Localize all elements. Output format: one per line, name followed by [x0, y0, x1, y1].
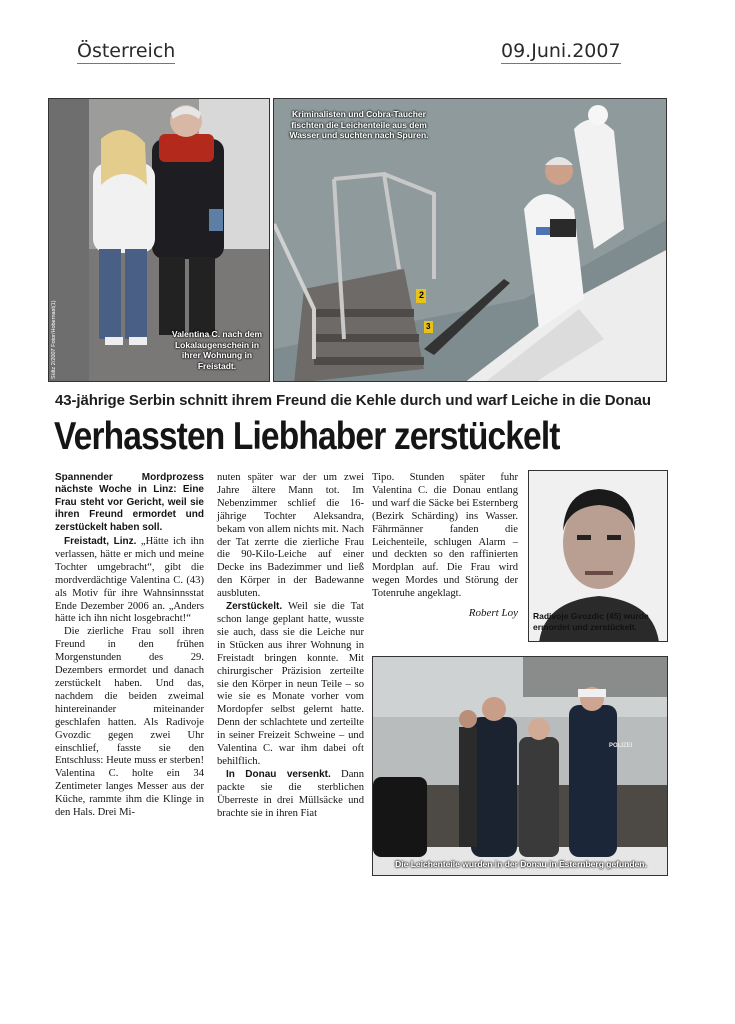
- article-paragraph-3: nuten später war der um zwei Jahre ältere Mann tot. Im Nebenzimmer schlief die 16-jährige Tochter Aleksandra, bekam von allem nichts mit. Nach der Tat zerrte die zierliche Frau die 90-Kilo-Leiche auf einer Decke ins Badezimmer und ließ den Körper in der Badewanne ausbluten.: [217, 472, 364, 600]
- article-paragraph-1: „Hätte ich ihn verlassen, hätte er mich und meine Tochter umgebracht“, gibt die mordverdächtige Valentina C. (43) als Motiv für ihre Wahnsinnsstat Ende Dezember 2006 an. „Anders hätte ich ihn nicht losgebracht!“: [55, 536, 204, 625]
- photo-suspect: [48, 98, 270, 382]
- article-paragraph-2: Die zierliche Frau soll ihren Freund in den frühen Morgenstunden des 29. Dezembers ermordet und danach zerstückelt haben. Und das, nachdem die beiden zweimal hintereinander miteinander geschlafen hatten. Als Radivoje Gvozdic gegen zwei Uhr einschlief, fasste sie den Entschluss: Heute muss er sterben! Valentina C. holte ein 34 Zentimeter langes Messer aus der Küche, rammte ihm die Klinge in den Hals. Drei Mi-: [55, 626, 204, 819]
- article-subhead: 43-jährige Serbin schnitt ihrem Freund die Kehle durch und warf Leiche in die Donau: [55, 392, 651, 409]
- article-dateline: Freistadt, Linz.: [64, 536, 137, 548]
- police-vest-label: POLIZEI: [609, 743, 633, 749]
- article-headline: Verhassten Liebhaber zerstückelt: [54, 415, 560, 458]
- suspect-photo-caption: Valentina C. nach dem Lokalaugenschein in ihrer Wohnung in Freistadt.: [171, 329, 263, 371]
- crime-scene-caption: Kriminalisten und Cobra-Taucher fischten die Leichenteile aus dem Wasser und suchten nach Spuren.: [289, 109, 429, 140]
- article-paragraph-4: Weil sie die Tat schon lange geplant hatte, wusste sie auch, dass sie die Leiche nur in Stücken aus ihrer Wohnung in Freistadt bringen konnte. Mit chirurgischer Präzision zerteilte sie den Körper in neun Teile – so wie sie es Monate vorher vom Mordopfer selbst gelernt hatte. Denn der schlachtete und zerteilte in seiner Freizeit Schweine – und Valentina C. war ihm dabei oft behilflich.: [217, 601, 364, 767]
- article-paragraph-6: Tipo. Stunden später fuhr Valentina C. die Donau entlang und warf die Säcke bei Esternberg (Bezirk Schärding) ins Wasser. Fährmänner fanden die Leichenteile, schlugen Alarm – und deckten so den raffinierten Mordplan auf. Die Frau wird wegen Mordes und Störung der Totenruhe angeklagt.: [372, 472, 518, 600]
- victim-portrait-caption: Radivoje Gvozdic (45) wurde ermordet und zerstückelt.: [533, 611, 649, 632]
- evidence-marker-2: 2: [419, 290, 425, 300]
- evidence-marker-3: 3: [426, 322, 431, 331]
- photo-victim-portrait: [528, 470, 668, 642]
- subheading-donau: In Donau versenkt.: [226, 768, 331, 780]
- publication-date: 09.Juni.2007: [501, 40, 621, 62]
- police-scene-image: [373, 657, 668, 876]
- photo-credit: Sültz 2/2007 Fotor/Hobernast(1): [51, 300, 57, 379]
- police-scene-caption: Die Leichenteile wurden in der Donau in Esternberg gefunden.: [395, 859, 647, 869]
- article-paragraph-5: Dann packte sie die sterblichen Überreste in drei Müllsäcke und brachte sie in ihren Fiat: [217, 768, 364, 819]
- newspaper-name: Österreich: [77, 40, 176, 62]
- article-column-3: [372, 472, 518, 620]
- article-author: Robert Loy: [468, 607, 518, 620]
- photo-police-scene: [372, 656, 668, 876]
- subheading-zerstueckelt: Zerstückelt.: [226, 601, 283, 613]
- crime-scene-image: [274, 99, 667, 382]
- article-lead: Spannender Mordprozess nächste Woche in Linz: Eine Frau steht vor Gericht, weil sie ihren Freund ermordet und zerstückelt haben soll.: [55, 472, 204, 533]
- article-column-2: [217, 472, 364, 820]
- photo-crime-scene: [273, 98, 667, 382]
- article-column-1: [55, 472, 204, 820]
